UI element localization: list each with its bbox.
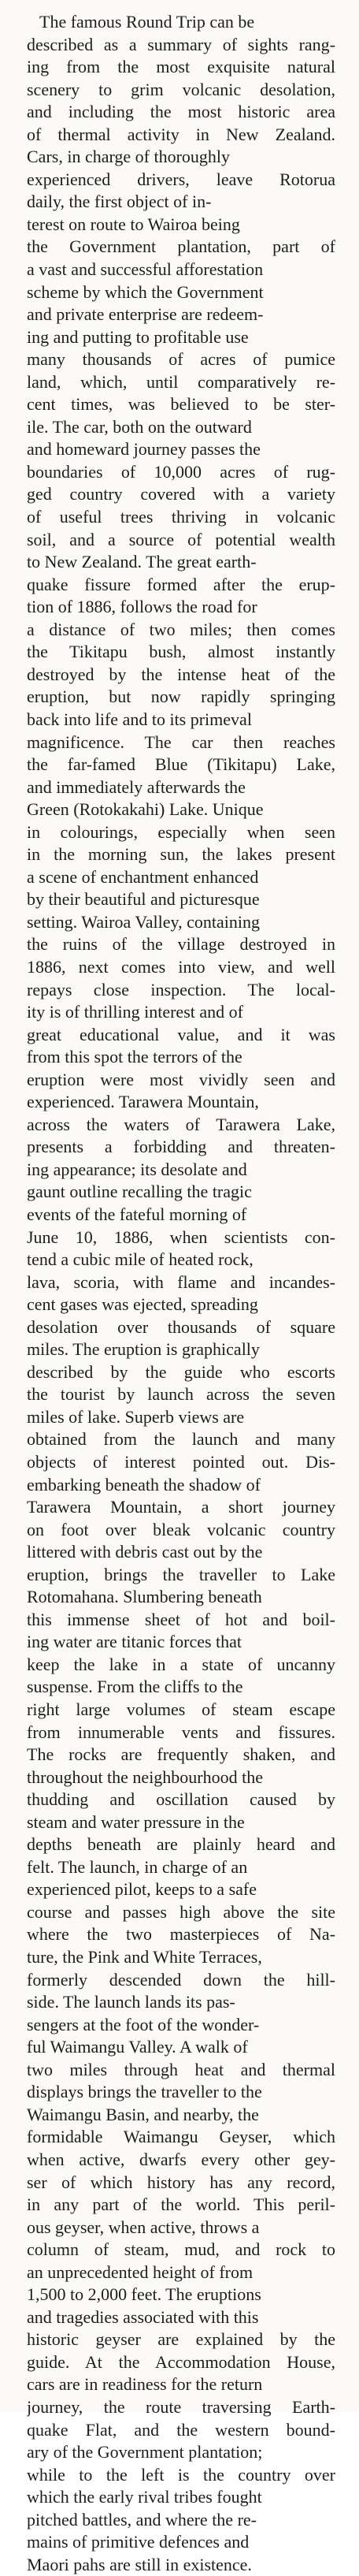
text-line: while to the left is the country over	[27, 2464, 335, 2485]
text-line: two miles through heat and thermal	[27, 2059, 335, 2079]
text-line: miles of lake. Superb views are	[27, 1406, 245, 1427]
text-line: formerly descended down the hill-	[27, 1969, 335, 1990]
text-line: across the waters of Tarawera Lake,	[27, 1114, 335, 1134]
text-line: cent times, was believed to be ster-	[27, 394, 335, 415]
text-line: ful Waimangu Valley. A walk of	[27, 2037, 248, 2057]
text-line: lava, scoria, with flame and incandes-	[27, 1271, 335, 1292]
text-line: gaunt outline recalling the tragic	[27, 1182, 252, 1202]
text-line: in any part of the world. This peril-	[27, 2194, 335, 2215]
text-line: scenery to grim volcanic desolation,	[27, 79, 335, 99]
text-line: ture, the Pink and White Terraces,	[27, 1947, 262, 1967]
text-line: keep the lake in a state of uncanny	[27, 1654, 335, 1674]
text-line: which the early rival tribes fought	[27, 2487, 262, 2507]
text-line: throughout the neighbourhood the	[27, 1766, 264, 1787]
text-line: described by the guide who escorts	[27, 1361, 335, 1382]
text-line: tion of 1886, follows the road for	[27, 597, 257, 617]
article-body	[27, 11, 335, 2576]
text-line: right large volumes of steam escape	[27, 1699, 335, 1720]
text-line: objects of interest pointed out. Dis-	[27, 1452, 335, 1472]
text-line: a scene of enchantment enhanced	[27, 866, 259, 887]
text-line: where the two masterpieces of Na-	[27, 1924, 335, 1945]
text-line: this immense sheet of hot and boil-	[27, 1609, 335, 1629]
text-line: historic geyser are explained by the	[27, 2329, 335, 2350]
text-line: setting. Wairoa Valley, containing	[27, 911, 260, 932]
text-line: back into life and to its primeval	[27, 709, 252, 729]
text-line: daily, the first object of in-	[27, 192, 212, 212]
text-line: experienced. Tarawera Mountain,	[27, 1092, 259, 1112]
text-line: Cars, in charge of thoroughly	[27, 147, 231, 167]
text-line: June 10, 1886, when scientists con-	[27, 1227, 335, 1247]
text-line: displays brings the traveller to the	[27, 2082, 262, 2102]
text-line: guide. At the Accommodation House,	[27, 2351, 335, 2372]
text-line: experienced pilot, keeps to a safe	[27, 1879, 257, 1900]
text-line: many thousands of acres of pumice	[27, 349, 335, 370]
text-line: ing and putting to profitable use	[27, 326, 249, 347]
text-line: destroyed by the intense heat of the	[27, 664, 335, 684]
text-line: cent gases was ejected, spreading	[27, 1294, 258, 1315]
text-line: ing water are titanic forces that	[27, 1632, 242, 1652]
text-line: 1886, next comes into view, and well	[27, 956, 335, 977]
text-line: journey, the route traversing Earth-	[27, 2396, 335, 2417]
text-line: in colourings, especially when seen	[27, 821, 335, 842]
text-line: cars are in readiness for the return	[27, 2374, 263, 2395]
text-line: 1,500 to 2,000 feet. The eruptions	[27, 2284, 261, 2305]
text-line: Green (Rotokakahi) Lake. Unique	[27, 799, 264, 820]
text-line: of useful trees thriving in volcanic	[27, 507, 335, 527]
text-line: miles. The eruption is graphically	[27, 1339, 260, 1360]
text-line: a distance of two miles; then comes	[27, 619, 335, 639]
text-line: from innumerable vents and fissures.	[27, 1722, 335, 1742]
text-line: obtained from the launch and many	[27, 1429, 335, 1450]
text-line: ged country covered with a variety	[27, 484, 335, 504]
text-line: ing from the most exquisite natural	[27, 57, 335, 77]
text-line: magnificence. The car then reaches	[27, 731, 335, 752]
text-line: Waimangu Basin, and nearby, the	[27, 2104, 259, 2124]
text-line: depths beneath are plainly heard and	[27, 1834, 335, 1855]
text-line: steam and water pressure in the	[27, 1811, 245, 1832]
text-line: thudding and oscillation caused by	[27, 1789, 335, 1810]
text-line: column of steam, mud, and rock to	[27, 2239, 335, 2260]
text-line: ile. The car, both on the outward	[27, 416, 252, 437]
text-line: Rotomahana. Slumbering beneath	[27, 1587, 262, 1607]
text-line: land, which, until comparatively re-	[27, 371, 335, 392]
text-line: eruption were most vividly seen and	[27, 1069, 335, 1089]
text-line: mains of primitive defences and	[27, 2532, 250, 2552]
text-line: pitched battles, and where the re-	[27, 2509, 257, 2529]
text-line: experienced drivers, leave Rotorua	[27, 169, 335, 189]
text-line: ary of the Government plantation;	[27, 2442, 263, 2462]
text-line: on foot over bleak volcanic country	[27, 1519, 335, 1539]
text-line: ing appearance; its desolate and	[27, 1159, 247, 1179]
text-line: formidable Waimangu Geyser, which	[27, 2127, 335, 2147]
text-line: terest on route to Wairoa being	[27, 214, 240, 234]
text-line: side. The launch lands its pas-	[27, 1992, 235, 2012]
text-line: a vast and successful afforestation	[27, 259, 264, 280]
text-line: great educational value, and it was	[27, 1024, 335, 1044]
text-line: and tragedies associated with this	[27, 2306, 259, 2327]
text-line: presents a forbidding and threaten-	[27, 1137, 335, 1157]
text-line: the ruins of the village destroyed in	[27, 934, 335, 955]
text-line: soil, and a source of potential wealth	[27, 529, 335, 549]
text-line: littered with debris cast out by the	[27, 1542, 263, 1562]
text-line: sengers at the foot of the wonder-	[27, 2014, 260, 2034]
text-line: tend a cubic mile of heated rock,	[27, 1249, 254, 1270]
text-line: when active, dwarfs every other gey-	[27, 2149, 335, 2169]
text-line: desolation over thousands of square	[27, 1316, 335, 1337]
text-line: and private enterprise are redeem-	[27, 304, 264, 325]
text-line: and immediately afterwards the	[27, 776, 246, 797]
text-line: of thermal activity in New Zealand.	[27, 124, 335, 144]
text-line: the Tikitapu bush, almost instantly	[27, 642, 335, 662]
text-line: eruption, but now rapidly springing	[27, 687, 335, 707]
text-line: the Government plantation, part of	[27, 236, 335, 257]
text-line: scheme by which the Government	[27, 281, 264, 302]
text-line: Tarawera Mountain, a short journey	[27, 1497, 335, 1517]
text-line: Maori pahs are still in existence.	[27, 2554, 252, 2574]
text-line: described as a summary of sights rang-	[27, 34, 335, 54]
text-line: eruption, brings the traveller to Lake	[27, 1564, 335, 1584]
text-line: embarking beneath the shadow of	[27, 1474, 261, 1495]
text-line: The famous Round Trip can be	[39, 12, 255, 32]
text-line: the tourist by launch across the seven	[27, 1384, 335, 1405]
text-line: course and passes high above the site	[27, 1901, 335, 1922]
text-line: and including the most historic area	[27, 102, 335, 122]
text-line: repays close inspection. The local-	[27, 979, 335, 1000]
text-line: the far-famed Blue (Tikitapu) Lake,	[27, 754, 335, 775]
text-line: to New Zealand. The great earth-	[27, 552, 257, 572]
text-line: The rocks are frequently shaken, and	[27, 1744, 335, 1765]
text-line: in the morning sun, the lakes present	[27, 844, 335, 865]
text-line: quake fissure formed after the erup-	[27, 574, 335, 594]
text-line: ser of which history has any record,	[27, 2172, 335, 2192]
text-line: and homeward journey passes the	[27, 439, 261, 460]
text-line: from this spot the terrors of the	[27, 1047, 242, 1067]
text-line: events of the fateful morning of	[27, 1204, 247, 1224]
text-line: boundaries of 10,000 acres of rug-	[27, 461, 335, 482]
text-line: ous geyser, when active, throws a	[27, 2217, 260, 2237]
text-line: by their beautiful and picturesque	[27, 889, 260, 910]
text-line: suspense. From the cliffs to the	[27, 1677, 243, 1697]
text-line: ity is of thrilling interest and of	[27, 1002, 243, 1022]
text-line: quake Flat, and the western bound-	[27, 2419, 335, 2440]
text-line: an unprecedented height of from	[27, 2261, 254, 2282]
text-line: felt. The launch, in charge of an	[27, 1856, 248, 1877]
